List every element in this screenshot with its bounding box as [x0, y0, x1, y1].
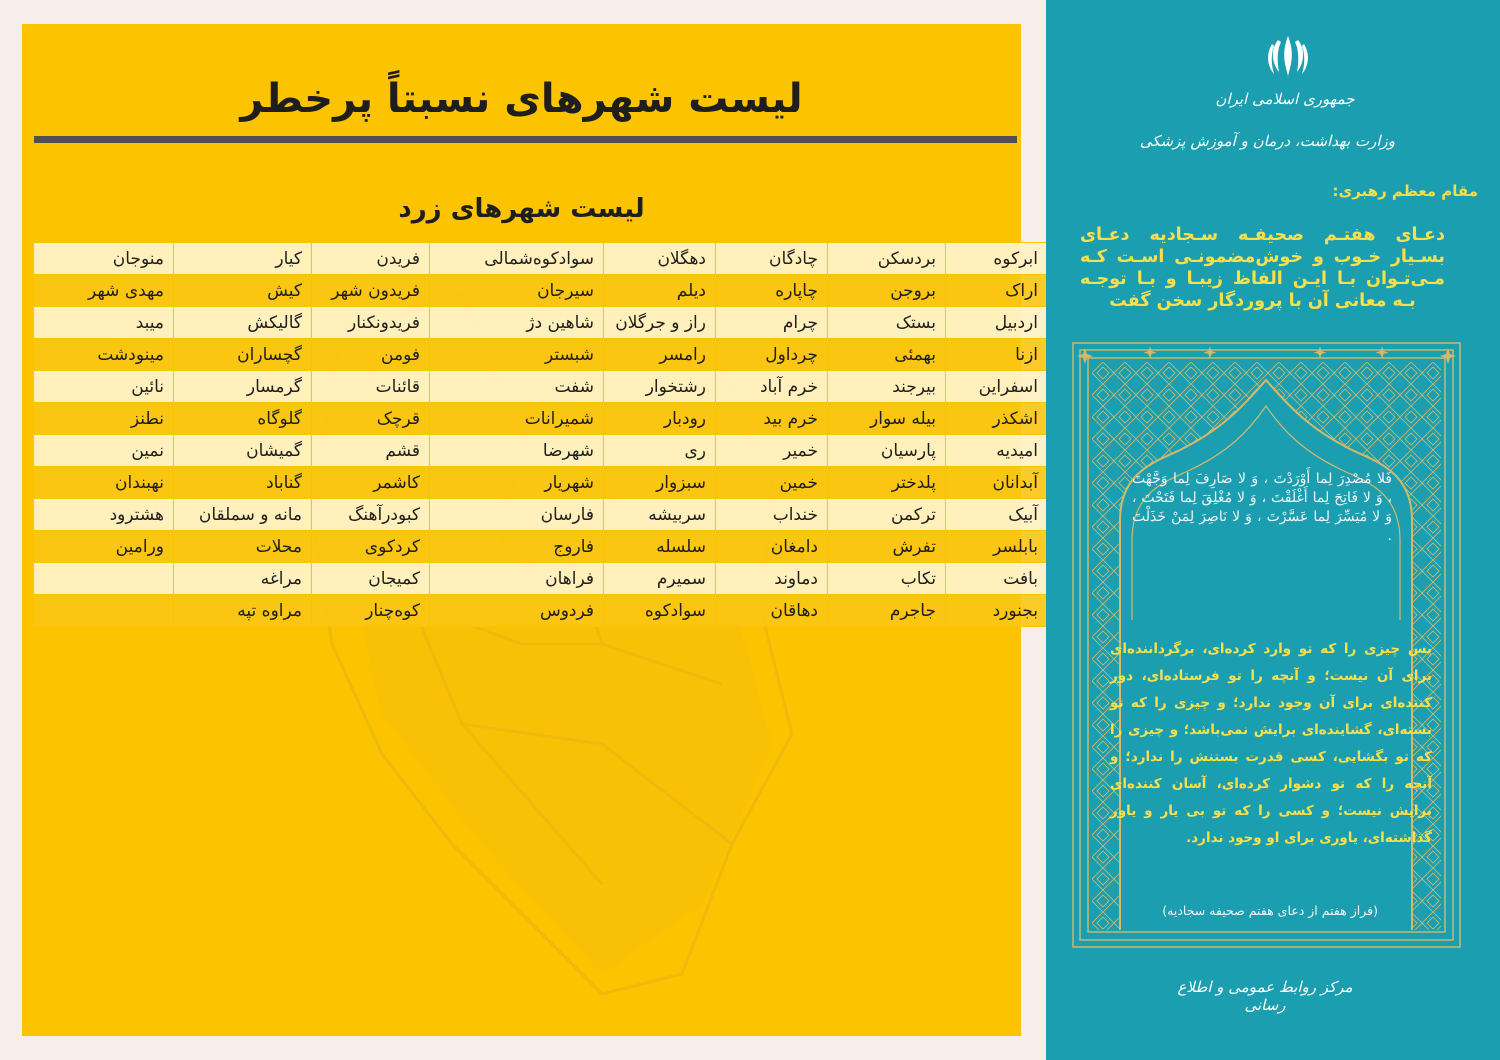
table-cell: بهمئی — [828, 339, 946, 371]
table-row — [34, 243, 1048, 275]
table-cell: کوه‌چنار — [312, 595, 430, 627]
prayer-translation: پس چیزی را که تو وارد کرده‌ای، برگرداننده‌ای برای آن نیست؛ و آنچه را تو فرستاده‌ای، دور کننده‌ای برای آن وجود ندارد؛ و چیزی را که تو بسته‌ای، گشاینده‌ای برایش نمی‌باشد؛ و چیزی را که تو بگشایی، کسی قدرت بستنش را ندارد؛ و آنچه را که تو دشوار کرده‌ای، آسان کننده‌ای برایش نیست؛ و کسی را که تو بی یار و یاور گذاشته‌ای، یاوری برای او وجود ندارد. — [1110, 641, 1432, 846]
table-cell: ورامین — [34, 531, 174, 563]
table-cell: گناباد — [174, 467, 312, 499]
table-cell: خرم آباد — [716, 371, 828, 403]
table-cell: گالیکش — [174, 307, 312, 339]
table-cell: مهدی شهر — [34, 275, 174, 307]
table-row — [34, 563, 1048, 595]
table-cell: شمیرانات — [430, 403, 604, 435]
table-cell: سوادکوه‌شمالی — [430, 243, 604, 275]
iran-emblem-icon — [1263, 32, 1313, 80]
table-cell: تفرش — [828, 531, 946, 563]
table-cell: ترکمن — [828, 499, 946, 531]
section-title: لیست شهرهای زرد — [398, 194, 645, 224]
table-cell: سربیشه — [604, 499, 716, 531]
table-cell: بافت — [946, 563, 1048, 595]
table-cell: شهریار — [430, 467, 604, 499]
table-cell: خنداب — [716, 499, 828, 531]
table-cell: شفت — [430, 371, 604, 403]
table-cell: بجنورد — [946, 595, 1048, 627]
table-cell: بستک — [828, 307, 946, 339]
table-row — [34, 339, 1048, 371]
leader-label: مقام معظم رهبری: — [1332, 182, 1478, 200]
leader-quote: دعـای هفتـم صحیفـه سـجادیه دعـای بسـیار خـوب و خوش‌مضمونـی اسـت کـه مـی‌تـوان بـا ایـن الفاظ زیبـا و بـا توجـه بـه معانی آن با پروردگار سخن گفت — [1080, 225, 1445, 311]
table-cell: تکاب — [828, 563, 946, 595]
table-row — [34, 531, 1048, 563]
table-cell: رامسر — [604, 339, 716, 371]
table-cell: محلات — [174, 531, 312, 563]
table-cell: اشکذر — [946, 403, 1048, 435]
table-cell: امیدیه — [946, 435, 1048, 467]
table-cell: بابلسر — [946, 531, 1048, 563]
table-cell: نائین — [34, 371, 174, 403]
ministry-name: وزارت بهداشت، درمان و آموزش پزشکی — [1139, 132, 1395, 150]
table-cell: شهرضا — [430, 435, 604, 467]
source-note: (فراز هفتم از دعای هفتم صحیفه سجادیه) — [1162, 903, 1378, 918]
table-cell: اسفراین — [946, 371, 1048, 403]
table-cell: ری — [604, 435, 716, 467]
table-cell: اراک — [946, 275, 1048, 307]
table-row — [34, 595, 1048, 627]
table-cell: کیش — [174, 275, 312, 307]
government-name: جمهوری اسلامی ایران — [1215, 90, 1355, 108]
table-cell: مراوه تپه — [174, 595, 312, 627]
table-cell: دهاقان — [716, 595, 828, 627]
table-row — [34, 403, 1048, 435]
table-cell: کاشمر — [312, 467, 430, 499]
table-cell: دامغان — [716, 531, 828, 563]
table-cell: پلدختر — [828, 467, 946, 499]
table-cell: نطنز — [34, 403, 174, 435]
table-cell: آبیک — [946, 499, 1048, 531]
table-cell: فراهان — [430, 563, 604, 595]
table-cell: چرداول — [716, 339, 828, 371]
table-cell: رودبار — [604, 403, 716, 435]
yellow-panel — [22, 24, 1038, 1036]
table-cell: منوجان — [34, 243, 174, 275]
table-cell: مراغه — [174, 563, 312, 595]
table-cell: ابرکوه — [946, 243, 1048, 275]
table-cell: سیرجان — [430, 275, 604, 307]
table-cell: کمیجان — [312, 563, 430, 595]
table-cell: شبستر — [430, 339, 604, 371]
table-cell: رشتخوار — [604, 371, 716, 403]
table-cell: گچساران — [174, 339, 312, 371]
table-cell: مینودشت — [34, 339, 174, 371]
table-cell: فردوس — [430, 595, 604, 627]
table-cell: سلسله — [604, 531, 716, 563]
table-cell: بیله سوار — [828, 403, 946, 435]
table-cell: فریدون شهر — [312, 275, 430, 307]
table-row — [34, 499, 1048, 531]
table-cell: میبد — [34, 307, 174, 339]
table-cell: بردسکن — [828, 243, 946, 275]
table-row — [34, 467, 1048, 499]
table-cell — [34, 595, 174, 627]
table-cell: فریدن — [312, 243, 430, 275]
footer-organization: مرکز روابط عمومی و اطلاع رسانی — [1177, 978, 1353, 1014]
table-cell: خرم بید — [716, 403, 828, 435]
table-row — [34, 371, 1048, 403]
table-cell: گلوگاه — [174, 403, 312, 435]
table-row — [34, 435, 1048, 467]
table-cell: گمیشان — [174, 435, 312, 467]
table-cell: دیلم — [604, 275, 716, 307]
table-cell: فارسان — [430, 499, 604, 531]
city-table — [33, 242, 1048, 627]
title-divider — [34, 136, 1017, 143]
table-cell: آبدانان — [946, 467, 1048, 499]
table-cell: کبودرآهنگ — [312, 499, 430, 531]
table-cell: بروجن — [828, 275, 946, 307]
table-cell: خمین — [716, 467, 828, 499]
table-cell: ازنا — [946, 339, 1048, 371]
table-cell: سوادکوه — [604, 595, 716, 627]
table-cell: کردکوی — [312, 531, 430, 563]
table-cell: مانه و سملقان — [174, 499, 312, 531]
table-cell: فاروج — [430, 531, 604, 563]
table-cell: قرچک — [312, 403, 430, 435]
table-cell: خمیر — [716, 435, 828, 467]
table-cell: راز و جرگلان — [604, 307, 716, 339]
table-cell: پارسیان — [828, 435, 946, 467]
table-row — [34, 275, 1048, 307]
table-cell: نمین — [34, 435, 174, 467]
table-cell: گرمسار — [174, 371, 312, 403]
table-cell: شاهین دژ — [430, 307, 604, 339]
table-cell: هشترود — [34, 499, 174, 531]
table-cell: قائنات — [312, 371, 430, 403]
table-cell: بیرجند — [828, 371, 946, 403]
prayer-arabic-text: فَلا مُصْدِرَ لِما أَوْرَدْتَ ، وَ لا صَارِفَ لِما وَجَّهْتَ ، وَ لا فَاتِحَ لِما أَغْلَقْتَ ، وَ لا مُغْلِقَ لِما فَتَحْتَ ، وَ لا مُيَسِّرَ لِما عَسَّرْتَ ، وَ لا نَاصِرَ لِمَنْ خَذَلْتَ . — [1132, 471, 1392, 544]
table-cell — [34, 563, 174, 595]
table-cell: فریدونکنار — [312, 307, 430, 339]
table-cell: دهگلان — [604, 243, 716, 275]
table-cell: جاجرم — [828, 595, 946, 627]
table-cell: سمیرم — [604, 563, 716, 595]
page-title: لیست شهرهای نسبتاً پرخطر — [240, 76, 803, 122]
table-cell: چادگان — [716, 243, 828, 275]
table-cell: دماوند — [716, 563, 828, 595]
table-cell: نهبندان — [34, 467, 174, 499]
table-cell: قشم — [312, 435, 430, 467]
table-cell: کیار — [174, 243, 312, 275]
table-cell: چرام — [716, 307, 828, 339]
table-cell: اردبیل — [946, 307, 1048, 339]
table-cell: چاپاره — [716, 275, 828, 307]
table-cell: فومن — [312, 339, 430, 371]
table-cell: سبزوار — [604, 467, 716, 499]
table-row — [34, 307, 1048, 339]
